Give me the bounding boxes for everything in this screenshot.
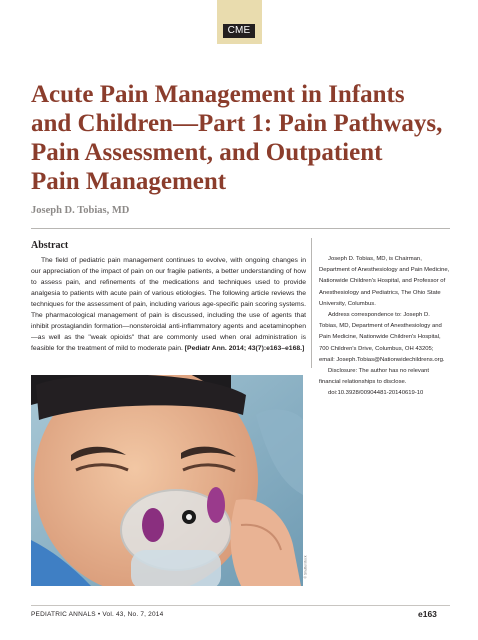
author-info-sidebar [319,254,450,400]
abstract-body: The field of pediatric pain management continues to evolve, with ongoing changes in our appreciation of the impact of pain on our fragile patients, a better understanding of how to assess pain, and refinements of the medications and techniques used to provide analgesia to patients with acute pain of various etiologies. The following article reviews the techniques for the assessment of pain, including various age-specific pain scoring systems. The pharmacological management of pain is discussed, including the use of agents that inhibit prostaglandin formation—nonsteroidal anti-inflammatory agents and acetaminophen—as well as the "weak opioids" that are commonly used when oral administration is feasible for the treatment of mild to moderate pain. [31,257,306,352]
author-name: Joseph D. Tobias, MD [31,205,130,216]
cover-photo-child-nebulizer [31,375,303,586]
title-line-4: Pain Management [31,168,227,195]
correspondence-address: Address correspondence to: Joseph D. Tobias, MD, Department of Anesthesiology and Pain Medicine, Nationwide Children's Hospital, 700 Children's Drive, Columbus, OH 43205; email: Joseph.Tobias@Nationwidechildrens.org. [319,312,445,363]
abstract-text [31,255,306,354]
cme-badge: CME [223,24,255,38]
section-divider [31,228,450,229]
author-affiliation: Joseph D. Tobias, MD, is Chairman, Department of Anesthesiology and Pain Medicine, Nationwide Children's Hospital, and Professor of Anesthesiology and Pediatrics, The Ohio State University, Columbus. [319,256,450,307]
photo-credit: © Shutterstock [303,555,308,579]
title-line-3: Pain Assessment, and Outpatient [31,139,383,166]
abstract-heading: Abstract [31,240,69,251]
title-line-2: and Children—Part 1: Pain Pathways, [31,110,443,137]
doi: doi:10.3928/00904481-20140619-10 [328,390,424,397]
column-divider [311,238,312,368]
footer-divider [31,605,450,606]
journal-citation: PEDIATRIC ANNALS • Vol. 43, No. 7, 2014 [31,611,164,618]
page-number: e163 [418,609,437,619]
disclosure-statement: Disclosure: The author has no relevant financial relationships to disclose. [319,368,430,386]
abstract-citation: [Pediatr Ann. 2014; 43(7):e163–e168.] [184,345,305,352]
article-title [31,80,471,196]
title-line-1: Acute Pain Management in Infants [31,81,405,108]
